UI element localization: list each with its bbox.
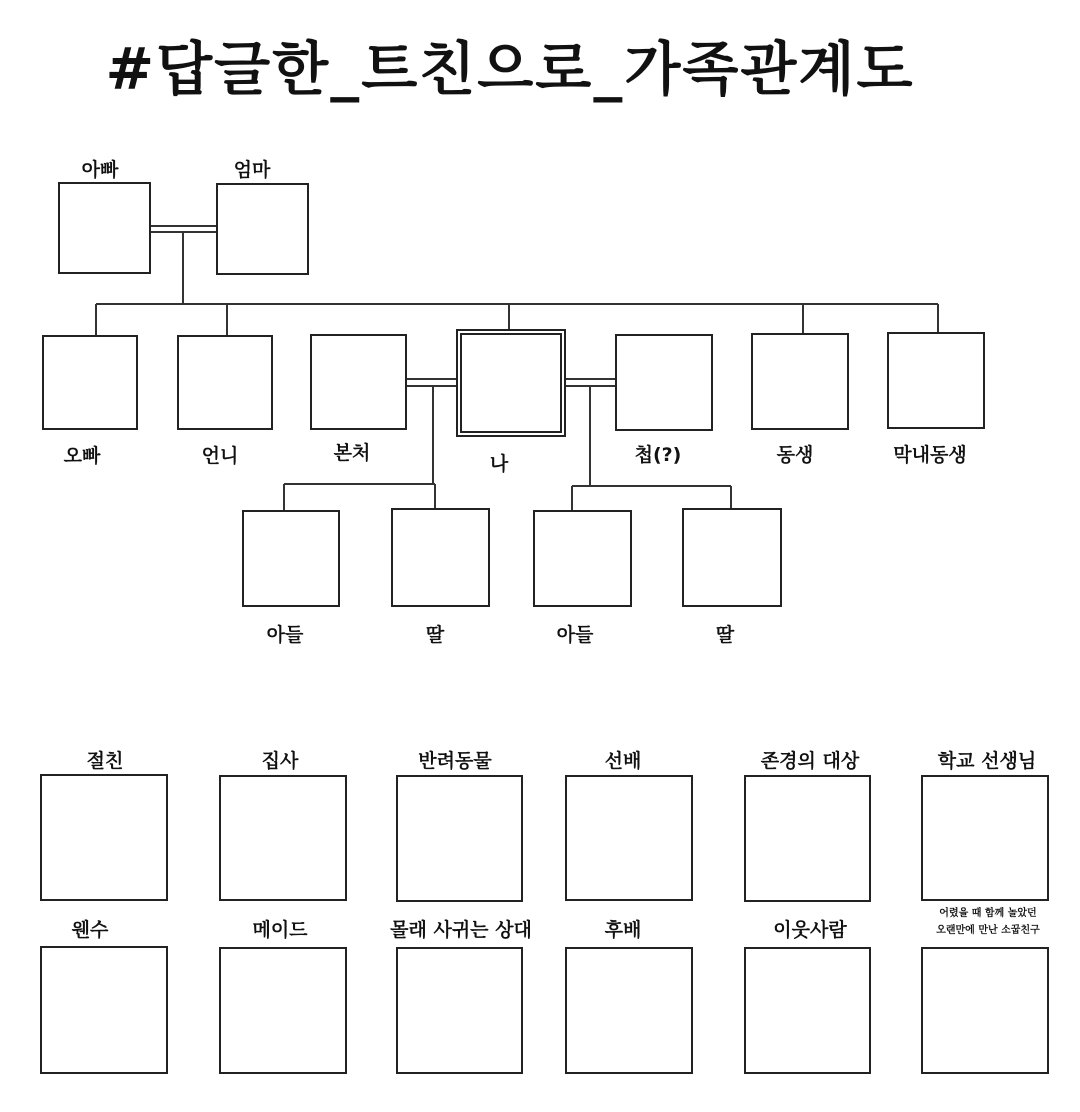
senior-label: 선배 (604, 750, 642, 772)
older-brother-label: 오빠 (63, 445, 101, 467)
maid-box (219, 947, 347, 1074)
neighbor-box (744, 947, 871, 1074)
wife-label: 본처 (333, 442, 371, 464)
school-teacher-label: 학교 선생님 (937, 750, 1037, 772)
butler-label: 집사 (261, 750, 299, 772)
school-teacher-box (921, 775, 1049, 901)
childhood-friend-label-line1: 어렸을 때 함께 놀았던 (939, 908, 1037, 919)
younger-sibling-box (751, 333, 849, 430)
concubine-daughter-box (682, 508, 782, 607)
youngest-sibling-box (887, 332, 985, 429)
best-friend-label: 절친 (86, 750, 124, 772)
father-label: 아빠 (81, 159, 119, 181)
role-model-label: 존경의 대상 (760, 750, 860, 772)
secret-lover-label: 몰래 사귀는 상대 (390, 919, 532, 941)
butler-box (219, 775, 347, 901)
childhood-friend-box (921, 947, 1049, 1074)
neighbor-label: 이웃사람 (773, 919, 847, 941)
nemesis-box (40, 946, 168, 1074)
me-label: 나 (489, 453, 509, 475)
nemesis-label: 웬수 (71, 919, 109, 941)
wife-son-box (242, 510, 340, 607)
wife-daughter-box (391, 508, 490, 607)
concubine-son-box (533, 510, 632, 607)
concubine-box (615, 334, 713, 431)
concubine-label: 첩(?) (634, 444, 682, 466)
junior-label: 후배 (604, 919, 642, 941)
mother-label: 엄마 (233, 159, 271, 181)
me-box (456, 329, 566, 437)
concubine-daughter-label: 딸 (715, 624, 735, 646)
secret-lover-box (396, 947, 523, 1074)
wife-box (310, 334, 407, 430)
junior-box (565, 947, 693, 1074)
mother-box (216, 183, 309, 275)
father-box (58, 182, 151, 274)
role-model-box (744, 775, 871, 902)
wife-son-label: 아들 (266, 624, 304, 646)
pet-box (396, 775, 523, 902)
maid-label: 메이드 (252, 919, 308, 941)
concubine-son-label: 아들 (556, 624, 594, 646)
page-title: #답글한_트친으로_가족관계도 (105, 35, 915, 103)
older-sister-label: 언니 (201, 445, 239, 467)
childhood-friend-label-line2: 오랜만에 만난 소꿉친구 (936, 925, 1040, 936)
wife-daughter-label: 딸 (425, 624, 445, 646)
younger-sibling-label: 동생 (776, 444, 814, 466)
youngest-sibling-label: 막내동생 (893, 444, 967, 466)
pet-label: 반려동물 (418, 750, 492, 772)
senior-box (565, 775, 693, 901)
best-friend-box (40, 774, 168, 901)
older-sister-box (177, 335, 273, 430)
older-brother-box (42, 335, 138, 430)
